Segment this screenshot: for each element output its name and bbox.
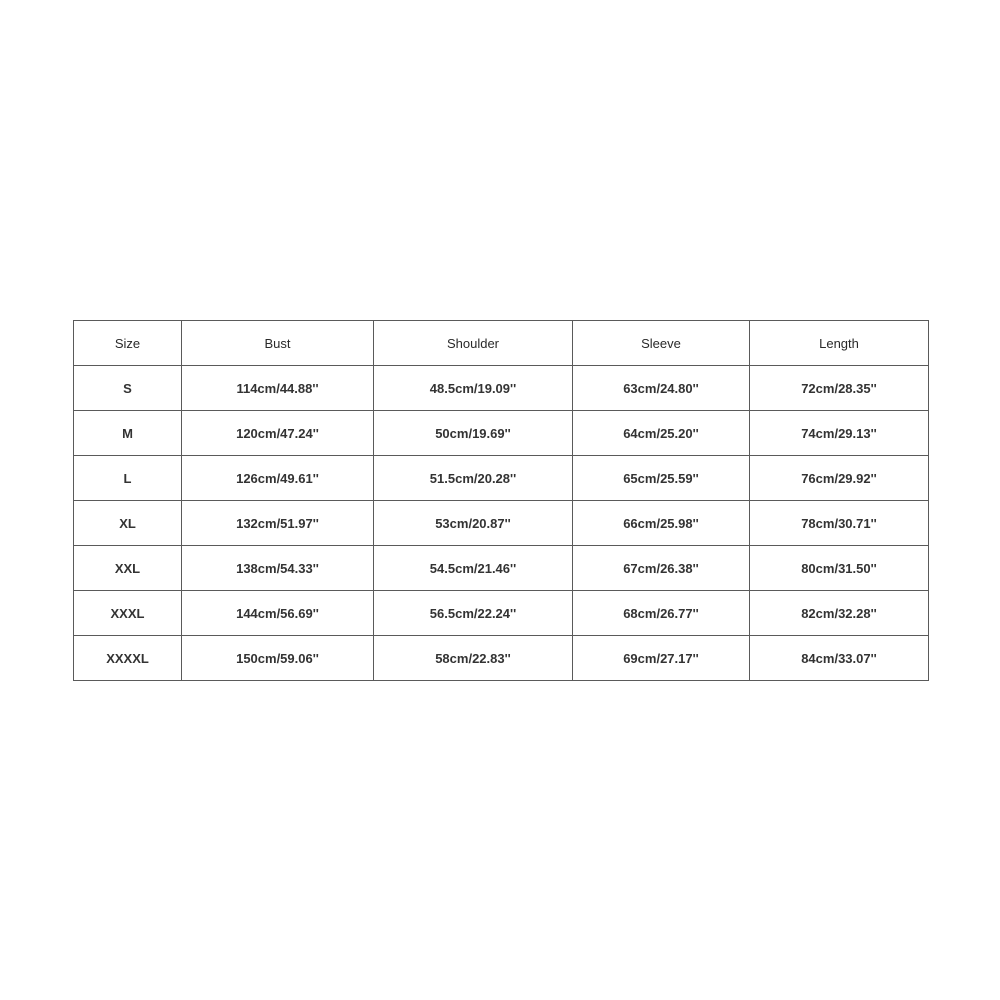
- cell-bust: 126cm/49.61'': [182, 456, 374, 501]
- cell-size: XXXL: [74, 591, 182, 636]
- size-chart-table: [73, 320, 929, 681]
- header-sleeve: Sleeve: [573, 321, 750, 366]
- table-row: [74, 411, 929, 456]
- cell-sleeve: 67cm/26.38'': [573, 546, 750, 591]
- size-chart-body: [74, 366, 929, 681]
- cell-shoulder: 54.5cm/21.46'': [374, 546, 573, 591]
- cell-bust: 144cm/56.69'': [182, 591, 374, 636]
- header-bust: Bust: [182, 321, 374, 366]
- header-row: [74, 321, 929, 366]
- cell-sleeve: 69cm/27.17'': [573, 636, 750, 681]
- header-shoulder: Shoulder: [374, 321, 573, 366]
- cell-length: 76cm/29.92'': [750, 456, 929, 501]
- cell-shoulder: 48.5cm/19.09'': [374, 366, 573, 411]
- cell-length: 80cm/31.50'': [750, 546, 929, 591]
- header-size: Size: [74, 321, 182, 366]
- cell-bust: 150cm/59.06'': [182, 636, 374, 681]
- cell-bust: 114cm/44.88'': [182, 366, 374, 411]
- cell-length: 84cm/33.07'': [750, 636, 929, 681]
- cell-size: S: [74, 366, 182, 411]
- cell-length: 82cm/32.28'': [750, 591, 929, 636]
- cell-sleeve: 64cm/25.20'': [573, 411, 750, 456]
- cell-sleeve: 66cm/25.98'': [573, 501, 750, 546]
- cell-shoulder: 51.5cm/20.28'': [374, 456, 573, 501]
- table-row: [74, 591, 929, 636]
- size-chart-header: [74, 321, 929, 366]
- table-row: [74, 456, 929, 501]
- cell-shoulder: 50cm/19.69'': [374, 411, 573, 456]
- cell-shoulder: 58cm/22.83'': [374, 636, 573, 681]
- cell-shoulder: 56.5cm/22.24'': [374, 591, 573, 636]
- cell-size: M: [74, 411, 182, 456]
- cell-size: L: [74, 456, 182, 501]
- cell-shoulder: 53cm/20.87'': [374, 501, 573, 546]
- cell-length: 78cm/30.71'': [750, 501, 929, 546]
- cell-bust: 120cm/47.24'': [182, 411, 374, 456]
- cell-sleeve: 65cm/25.59'': [573, 456, 750, 501]
- cell-sleeve: 63cm/24.80'': [573, 366, 750, 411]
- table-row: [74, 636, 929, 681]
- cell-size: XXL: [74, 546, 182, 591]
- header-length: Length: [750, 321, 929, 366]
- table-row: [74, 501, 929, 546]
- cell-sleeve: 68cm/26.77'': [573, 591, 750, 636]
- cell-bust: 132cm/51.97'': [182, 501, 374, 546]
- cell-size: XL: [74, 501, 182, 546]
- cell-bust: 138cm/54.33'': [182, 546, 374, 591]
- cell-length: 72cm/28.35'': [750, 366, 929, 411]
- cell-length: 74cm/29.13'': [750, 411, 929, 456]
- cell-size: XXXXL: [74, 636, 182, 681]
- table-row: [74, 546, 929, 591]
- table-row: [74, 366, 929, 411]
